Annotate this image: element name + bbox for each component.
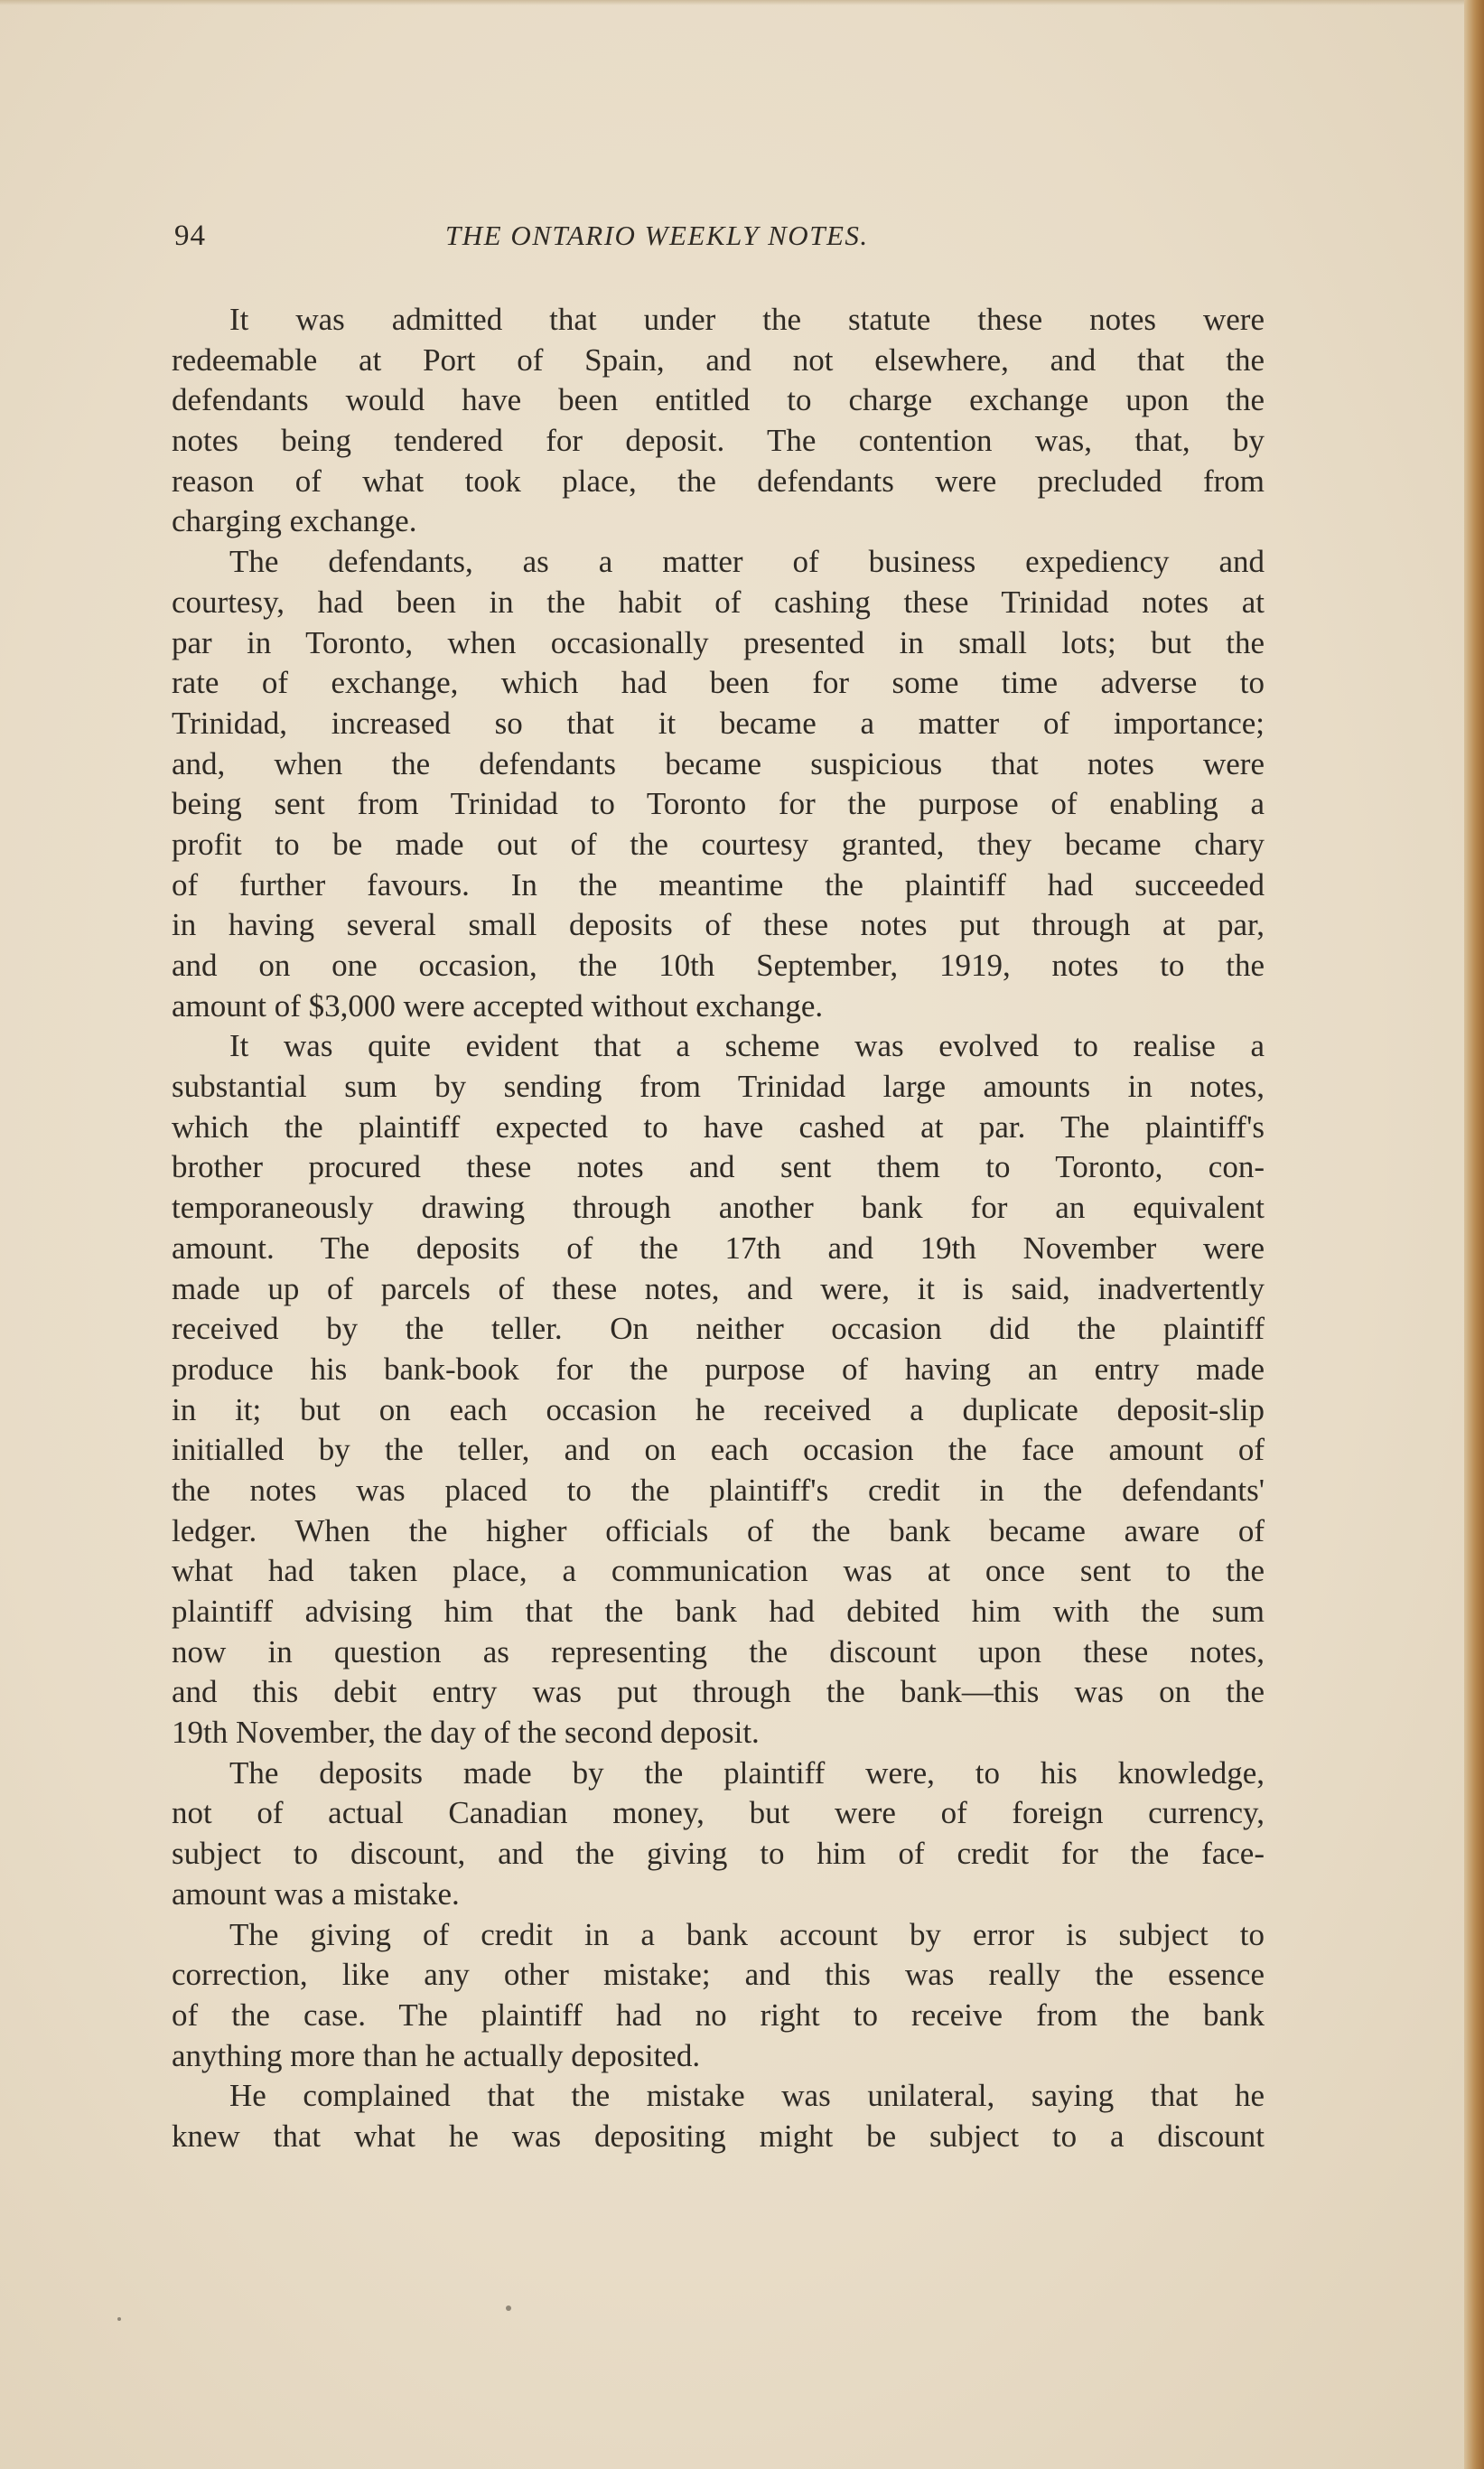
text-line: substantial sum by sending from Trinidad large amounts in notes, [172,1069,1265,1105]
text-line: in it; but on each occasion he received a duplicate deposit-slip [172,1391,1265,1427]
text-line: temporaneously drawing through another bank for an equivalent [172,1190,1265,1226]
text-line: notes being tendered for deposit. The contention was, that, by [172,423,1265,459]
text-line: ledger. When the higher officials of the bank became aware of [172,1512,1265,1548]
text-line: received by the teller. On neither occasion did the plaintiff [172,1311,1265,1347]
text-line: profit to be made out of the courtesy granted, they became chary [172,826,1265,862]
text-line: par in Toronto, when occasionally presented in small lots; but the [172,624,1265,660]
text-line: It was admitted that under the statute these notes were [229,302,1265,337]
text-line: which the plaintiff expected to have cashed at par. The plaintiff's [172,1108,1265,1145]
text-line: amount of $3,000 were accepted without exchange. [172,987,824,1024]
text-line: Trinidad, increased so that it became a matter of importance; [172,705,1265,741]
page-top-edge [0,0,1484,5]
body-text [172,300,1265,2157]
page-right-edge [1464,0,1484,2469]
page-number: 94 [174,220,206,252]
text-line: The deposits made by the plaintiff were, to his knowledge, [229,1754,1265,1791]
paper-speck [506,2305,511,2311]
page-header [174,220,1258,265]
text-line: anything more than he actually deposited. [172,2037,701,2073]
text-line: initialled by the teller, and on each occasion the face amount of [172,1432,1265,1468]
text-line: the notes was placed to the plaintiff's credit in the defendants' [172,1472,1265,1508]
text-line: and on one occasion, the 10th September, 1919, notes to the [172,948,1265,983]
text-line: correction, like any other mistake; and this was really the essence [172,1957,1265,1993]
text-line: reason of what took place, the defendants were precluded from [172,463,1265,499]
text-line: and, when the defendants became suspicious that notes were [172,745,1265,781]
text-line: now in question as representing the discount upon these notes, [172,1633,1265,1669]
text-line: 19th November, the day of the second deposit. [172,1715,760,1751]
text-line: in having several small deposits of these notes put through at par, [172,907,1265,943]
text-line: courtesy, had been in the habit of cashing these Trinidad notes at [172,584,1265,620]
text-line: made up of parcels of these notes, and were, it is said, inadvertently [172,1270,1265,1306]
text-line: The defendants, as a matter of business expediency and [229,544,1265,580]
text-line: amount was a mistake. [172,1875,460,1912]
text-line: knew that what he was depositing might be subject to a discount [172,2118,1265,2154]
text-line: plaintiff advising him that the bank had debited him with the sum [172,1594,1265,1629]
text-line: defendants would have been entitled to charge exchange upon the [172,382,1265,418]
text-line: amount. The deposits of the 17th and 19th November were [172,1230,1265,1266]
text-line: charging exchange. [172,503,417,539]
text-line: not of actual Canadian money, but were of foreign currency, [172,1795,1265,1831]
text-line: redeemable at Port of Spain, and not elsewhere, and that the [172,341,1265,378]
text-line: what had taken place, a communication was at once sent to the [172,1553,1265,1589]
text-line: subject to discount, and the giving to him of credit for the face- [172,1836,1265,1872]
text-line: brother procured these notes and sent them to Toronto, con- [172,1149,1265,1185]
running-title: THE ONTARIO WEEKLY NOTES. [445,220,869,251]
text-line: and this debit entry was put through the bank—this was on the [172,1674,1265,1710]
text-line: of the case. The plaintiff had no right to receive from the bank [172,1997,1265,2033]
text-line: He complained that the mistake was unilateral, saying that he [229,2078,1265,2114]
text-line: It was quite evident that a scheme was evolved to realise a [229,1028,1265,1064]
text-line: The giving of credit in a bank account by error is subject to [229,1916,1265,1952]
text-line: of further favours. In the meantime the plaintiff had succeeded [172,866,1265,902]
text-line: rate of exchange, which had been for some time adverse to [172,665,1265,701]
text-line: produce his bank-book for the purpose of having an entry made [172,1351,1265,1387]
paper-speck [117,2317,121,2321]
text-line: being sent from Trinidad to Toronto for the purpose of enabling a [172,786,1265,822]
